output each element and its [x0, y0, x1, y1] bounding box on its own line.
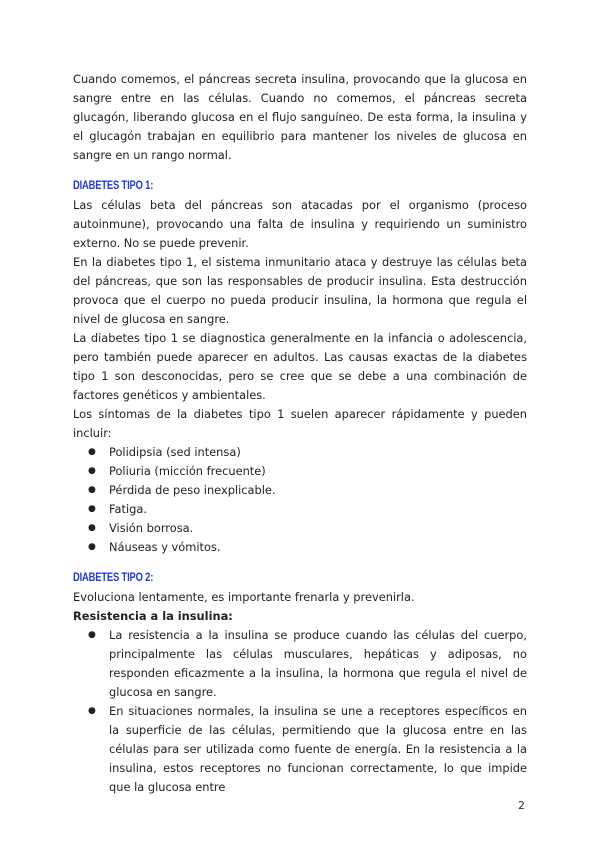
- type1-paragraph-4: Los síntomas de la diabetes tipo 1 suelen aparecer rápidamente y pueden incluir:: [73, 407, 527, 440]
- section-heading-type2: DIABETES TIPO 2:: [73, 570, 154, 584]
- page-number: 2: [518, 799, 525, 812]
- resistance-list: [73, 626, 527, 797]
- bullet-icon: ●: [88, 485, 96, 495]
- list-item: ● Poliuria (micción frecuente): [73, 462, 527, 481]
- type1-paragraph-1: Las células beta del páncreas son atacadas por el organismo (proceso autoinmune), provocando una falta de insulina y requiriendo un suministro externo. No se puede prevenir.: [73, 198, 527, 250]
- list-item: ● La resistencia a la insulina se produce cuando las células del cuerpo, principalmente las células musculares, hepáticas y adiposas, no responden eficazmente a la insulina, la hormona que regula el nivel de glucosa en sangre.: [88, 628, 527, 699]
- bullet-icon: ●: [88, 504, 96, 514]
- intro-paragraph: Cuando comemos, el páncreas secreta insulina, provocando que la glucosa en sangre entre en las células. Cuando no comemos, el páncreas secreta glucagón, liberando glucosa en el flujo sanguíneo. De esta forma, la insulina y el glucagón trabajan en equilibrio para mantener los niveles de glucosa en sangre en un rango normal.: [73, 72, 527, 162]
- bullet-icon: ●: [88, 630, 96, 640]
- list-item: ● Visión borrosa.: [73, 519, 527, 538]
- subheading-insulin-resistance: Resistencia a la insulina:: [73, 609, 233, 623]
- list-item: ● Polidipsia (sed intensa): [73, 443, 527, 462]
- page-content: [73, 70, 527, 797]
- bullet-icon: ●: [88, 523, 96, 533]
- bullet-icon: ●: [88, 542, 96, 552]
- list-item: ● Pérdida de peso inexplicable.: [73, 481, 527, 500]
- section-heading-type1: DIABETES TIPO 1:: [73, 178, 154, 192]
- symptom-list: [73, 443, 527, 557]
- list-item: ● Náuseas y vómitos.: [73, 538, 527, 557]
- list-item: ● Fatiga.: [73, 500, 527, 519]
- type1-paragraph-2: En la diabetes tipo 1, el sistema inmunitario ataca y destruye las células beta del páncreas, que son las responsables de producir insulina. Esta destrucción provoca que el cuerpo no pueda producir insulina, la hormona que regula el nivel de glucosa en sangre.: [73, 255, 527, 326]
- list-item: ● En situaciones normales, la insulina se une a receptores específicos en la superficie de las células, permitiendo que la glucosa entre en las células para ser utilizada como fuente de energía. En la resistencia a la insulina, estos receptores no funcionan correctamente, lo que impide que la glucosa entre: [88, 704, 527, 794]
- type2-intro: Evoluciona lentamente, es importante frenarla y prevenirla.: [73, 590, 415, 604]
- bullet-icon: ●: [88, 466, 96, 476]
- bullet-icon: ●: [88, 706, 96, 716]
- type1-paragraph-3: La diabetes tipo 1 se diagnostica generalmente en la infancia o adolescencia, pero también puede aparecer en adultos. Las causas exactas de la diabetes tipo 1 son desconocidas, pero se cree que se debe a una combinación de factores genéticos y ambientales.: [73, 331, 527, 402]
- bullet-icon: ●: [88, 447, 96, 457]
